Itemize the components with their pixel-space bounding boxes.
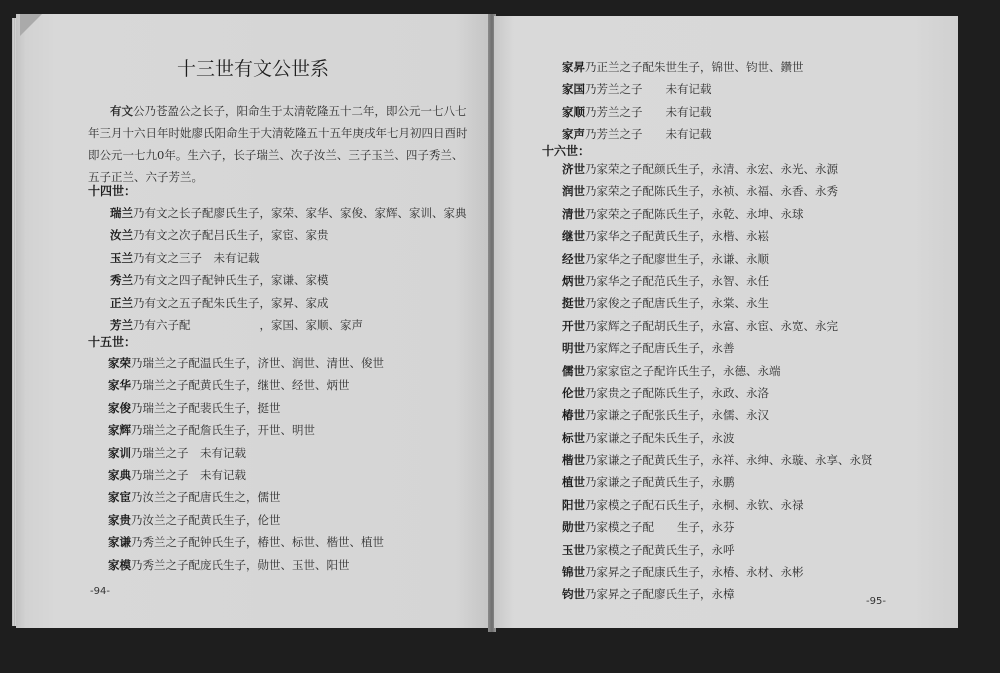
list-item: 清世乃家荣之子配陈氏生子，永乾、永坤、永球 [562, 206, 804, 221]
list-item: 玉世乃家模之子配黄氏生子，永呼 [562, 542, 735, 557]
list-item: 开世乃家辉之子配胡氏生子，永富、永宦、永宽、永完 [562, 318, 838, 333]
generation-15-heading: 十五世： [88, 335, 137, 349]
generation-15-continued-list [562, 56, 804, 146]
list-item: 家国乃芳兰之子 未有记载 [562, 82, 712, 97]
list-item: 芳兰乃有六子配 ，家国、家顺、家声 [110, 317, 363, 332]
list-item: 家典乃瑞兰之子 未有记载 [108, 467, 246, 482]
intro-name: 有文 [110, 104, 133, 118]
generation-16-list [562, 158, 873, 606]
page-title: 十三世有文公世系 [176, 58, 329, 80]
left-page [16, 14, 490, 628]
list-item: 家辉乃瑞兰之子配詹氏生子，开世、明世 [108, 423, 315, 438]
list-item: 家贵乃汝兰之子配黄氏生子，伦世 [108, 512, 281, 527]
list-item: 锦世乃家昇之子配康氏生子，永椿、永材、永彬 [562, 565, 804, 580]
list-item: 秀兰乃有文之四子配钟氏生子，家谦、家模 [110, 273, 329, 288]
generation-14-heading: 十四世： [88, 184, 137, 198]
list-item: 钧世乃家昇之子配廖氏生子，永樟 [562, 587, 735, 602]
list-item: 家昇乃正兰之子配朱世生子，锦世、钧世、鑽世 [562, 60, 804, 74]
list-item: 勋世乃家模之子配 生子，永芬 [562, 520, 735, 535]
list-item: 阳世乃家模之子配石氏生子，永桐、永钦、永禄 [562, 497, 804, 512]
list-item: 汝兰乃有文之次子配吕氏生子，家宦、家贵 [110, 228, 329, 243]
list-item: 家模乃秀兰之子配庞氏生子，勋世、玉世、阳世 [108, 557, 350, 572]
list-item: 儒世乃家家宦之子配许氏生子，永德、永端 [562, 363, 781, 378]
folded-corner [20, 14, 42, 36]
list-item: 家谦乃秀兰之子配钟氏生子，椿世、标世、楷世、植世 [108, 535, 384, 550]
list-item: 家声乃芳兰之子 未有记载 [562, 127, 712, 142]
intro-text: 公乃苍盈公之长子，阳命生于太清乾隆五十二年，即公元一七八七年三月十六日年时妣廖氏阳命生于大清乾隆五十五年庚戌年七月初四日酉时即公元一七九0年。生六子，长子瑞兰、次子汝兰、三子玉兰、四子秀兰、五子正兰、六子芳兰。 [88, 104, 468, 184]
list-item: 正兰乃有文之五子配朱氏生子，家昇、家成 [110, 295, 329, 310]
right-page [494, 16, 958, 628]
generation-14-list [110, 202, 467, 336]
list-item: 家顺乃芳兰之子 未有记载 [562, 104, 712, 119]
list-item: 济世乃家荣之子配颜氏生子，永清、永宏、永光、永源 [562, 162, 838, 176]
list-item: 家华乃瑞兰之子配黄氏生子，继世、经世、炳世 [108, 378, 350, 393]
list-item: 椿世乃家谦之子配张氏生子，永儒、永汉 [562, 408, 769, 423]
list-item: 继世乃家华之子配黄氏生子，永楷、永崧 [562, 229, 769, 244]
generation-15-list [108, 352, 384, 576]
list-item: 家荣乃瑞兰之子配温氏生子，济世、润世、清世、俊世 [108, 356, 384, 370]
page-number-right: -95- [866, 596, 886, 607]
list-item: 经世乃家华之子配廖世生子，永谦、永顺 [562, 251, 769, 266]
intro-paragraph [88, 100, 468, 188]
list-item: 炳世乃家华之子配范氏生子，永智、永任 [562, 273, 769, 288]
list-item: 标世乃家谦之子配朱氏生子，永波 [562, 430, 735, 445]
list-item: 楷世乃家谦之子配黄氏生子，永祥、永绅、永璇、永享、永贤 [562, 453, 873, 468]
list-item: 玉兰乃有文之三子 未有记载 [110, 250, 260, 265]
list-item: 挺世乃家俊之子配唐氏生子，永棠、永生 [562, 296, 769, 311]
list-item: 瑞兰乃有文之长子配廖氏生子，家荣、家华、家俊、家辉、家训、家典 [110, 206, 467, 220]
list-item: 伦世乃家贵之子配陈氏生子，永政、永洛 [562, 385, 769, 400]
generation-16-heading: 十六世： [542, 144, 591, 158]
list-item: 家俊乃瑞兰之子配裴氏生子，挺世 [108, 400, 281, 415]
list-item: 家宦乃汝兰之子配唐氏生之，儒世 [108, 490, 281, 505]
list-item: 植世乃家谦之子配黄氏生子，永鹏 [562, 475, 735, 490]
list-item: 明世乃家辉之子配唐氏生子，永善 [562, 341, 735, 356]
list-item: 润世乃家荣之子配陈氏生子，永祯、永福、永香、永秀 [562, 184, 838, 199]
list-item: 家训乃瑞兰之子 未有记载 [108, 445, 246, 460]
page-number-left: -94- [90, 586, 110, 597]
